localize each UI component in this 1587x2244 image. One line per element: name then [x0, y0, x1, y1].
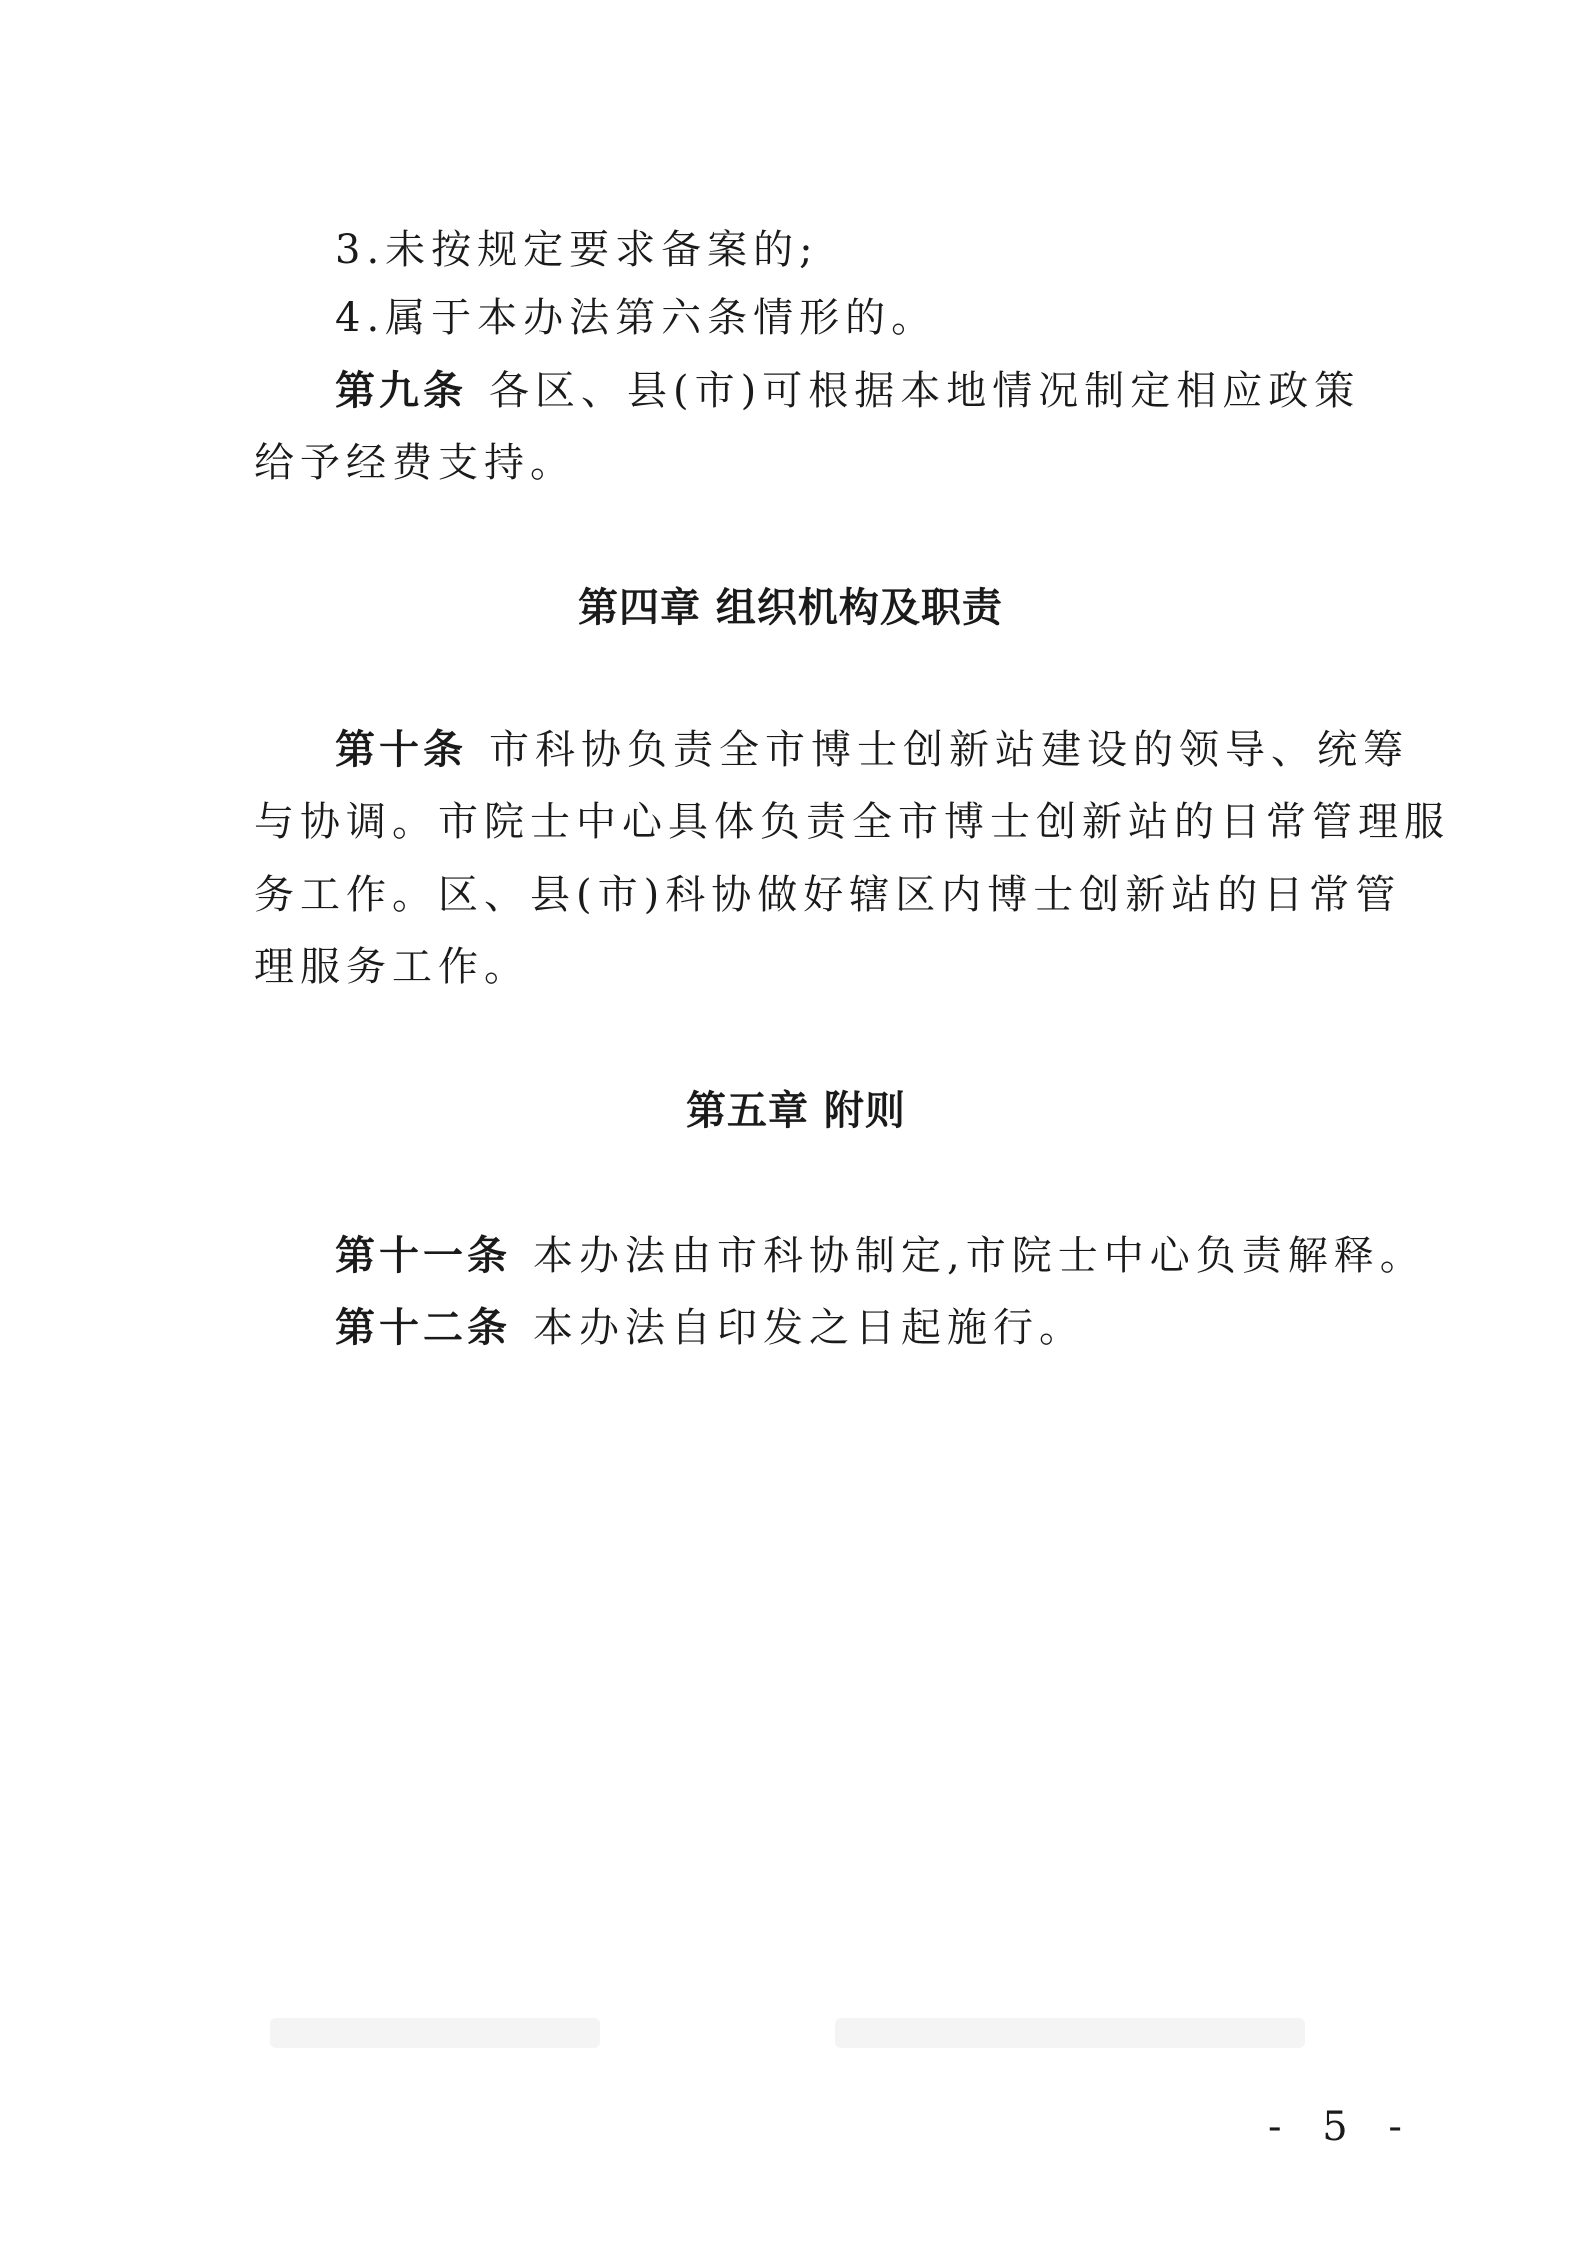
article-9-label: 第九条 — [335, 368, 467, 414]
page-number: - 5 - — [1268, 2104, 1416, 2150]
article-12-text: 本办法自印发之日起施行。 — [533, 1305, 1085, 1351]
article-10-line-1 — [335, 724, 1409, 776]
article-9-line-2: 给予经费支持。 — [254, 440, 576, 486]
article-10-label: 第十条 — [335, 727, 467, 773]
article-10-text: 市科协负责全市博士创新站建设的领导、统筹 — [489, 727, 1409, 773]
article-11-text: 本办法由市科协制定,市院士中心负责解释。 — [533, 1233, 1426, 1279]
article-9-line-1 — [335, 365, 1360, 417]
list-item-3: 3.未按规定要求备案的; — [335, 227, 819, 273]
article-11-label: 第十一条 — [335, 1233, 511, 1279]
article-12 — [335, 1302, 1085, 1354]
faint-footer-mark-right — [835, 2018, 1305, 2048]
article-11 — [335, 1230, 1426, 1282]
list-item-4: 4.属于本办法第六条情形的。 — [335, 295, 938, 341]
article-10-line-4: 理服务工作。 — [254, 944, 530, 990]
article-10-line-3: 务工作。区、县(市)科协做好辖区内博士创新站的日常管 — [254, 872, 1402, 918]
chapter-4-heading: 第四章 组织机构及职责 — [578, 585, 1003, 631]
chapter-5-heading: 第五章 附则 — [686, 1088, 906, 1134]
faint-footer-mark-left — [270, 2018, 600, 2048]
article-10-line-2: 与协调。市院士中心具体负责全市博士创新站的日常管理服 — [254, 799, 1450, 845]
article-9-text: 各区、县(市)可根据本地情况制定相应政策 — [489, 368, 1361, 414]
article-12-label: 第十二条 — [335, 1305, 511, 1351]
